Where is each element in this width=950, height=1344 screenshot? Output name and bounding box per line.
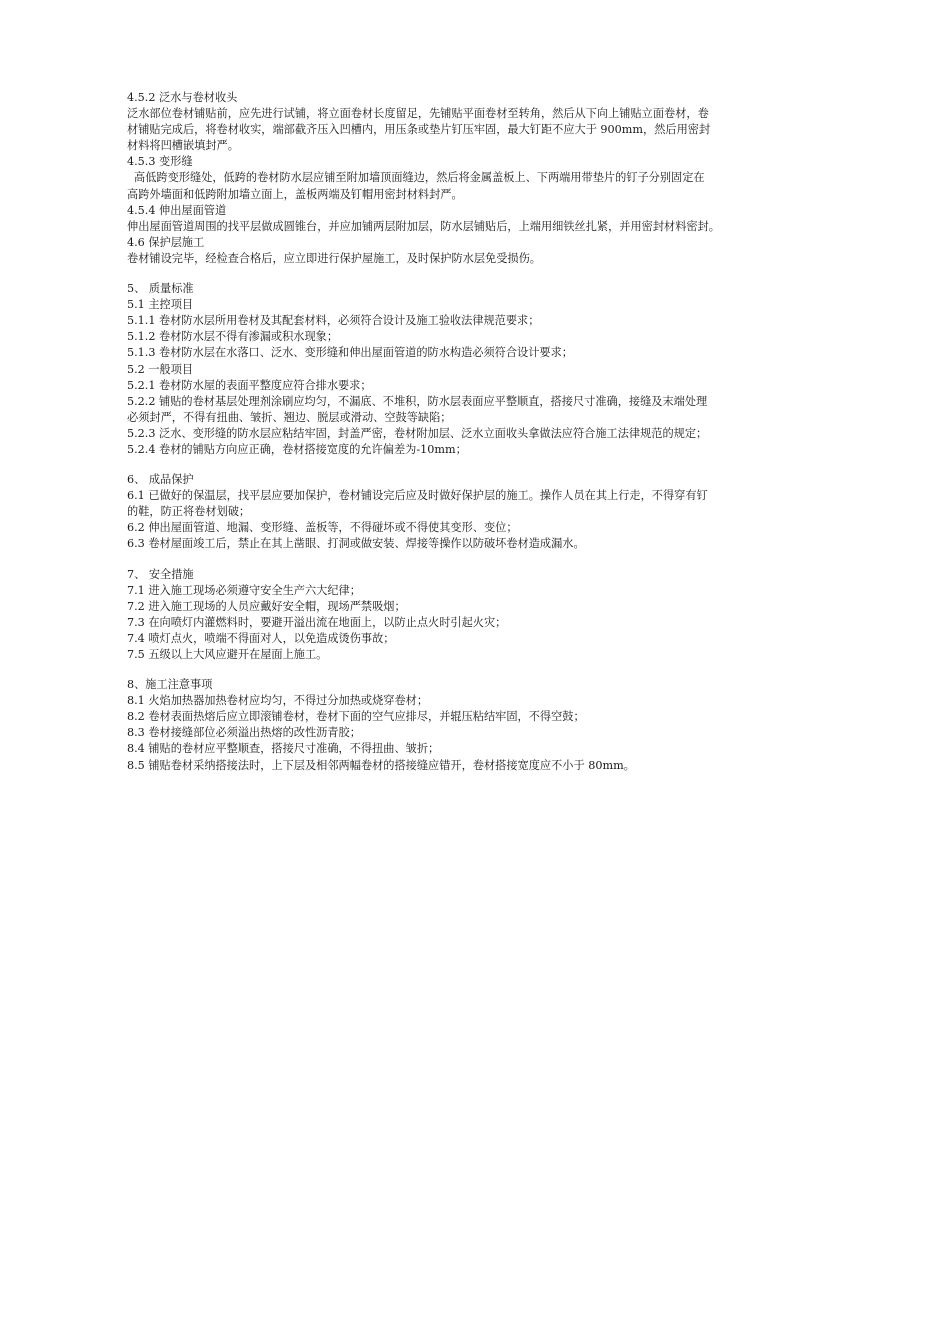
section-6-product-protection (127, 472, 847, 552)
list-item: 6.1 已做好的保温层，找平层应要加保护，卷材铺设完后应及时做好保护层的施工。操作人员在其上行走，不得穿有钉 (127, 489, 708, 503)
list-item: 5.1.2 卷材防水层不得有渗漏或积水现象； (127, 330, 339, 344)
section-heading: 4.5.3 变形缝 (127, 155, 193, 169)
list-item: 8.1 火焰加热器加热卷材应均匀，不得过分加热或烧穿卷材； (127, 694, 429, 708)
list-item: 6.3 卷材屋面竣工后，禁止在其上凿眼、打洞或做安装、焊接等操作以防破坏卷材造成漏水。 (127, 537, 585, 551)
section-4-5-4 (127, 203, 847, 235)
section-5-quality-standards (127, 281, 847, 458)
list-item: 7.3 在向喷灯内灌燃料时，要避开溢出流在地面上，以防止点火时引起火灾； (127, 615, 507, 629)
list-item: 8.3 卷材接缝部位必须溢出热熔的改性沥青胶； (127, 726, 361, 740)
section-heading: 4.5.4 伸出屋面管道 (127, 203, 227, 217)
list-item: 7.4 喷灯点火，喷端不得面对人，以免造成烫伤事故； (127, 631, 395, 645)
paragraph-line: 高跨外墙面和低跨附加墙立面上，盖板两端及钉帽用密封材料封严。 (127, 187, 463, 201)
list-item: 8.5 铺贴卷材采纳搭接法时，上下层及相邻两幅卷材的搭接缝应错开，卷材搭接宽度应不小于 80mm。 (127, 758, 635, 772)
section-heading: 4.6 保护层施工 (127, 235, 205, 249)
list-item: 5.1.1 卷材防水层所用卷材及其配套材料，必须符合设计及施工验收法律规范要求； (127, 314, 540, 328)
paragraph-line: 卷材铺设完毕，经检查合格后，应立即进行保护屋施工，及时保护防水层免受损伤。 (127, 251, 541, 265)
section-heading: 5、 质量标准 (127, 282, 194, 296)
section-heading: 4.5.2 泛水与卷材收头 (127, 91, 238, 104)
list-item: 5.2.4 卷材的铺贴方向应正确，卷材搭接宽度的允许偏差为-10mm； (127, 442, 467, 456)
list-item: 5.2 一般项目 (127, 362, 194, 376)
list-item: 5.2.2 铺贴的卷材基层处理剂涂刷应均匀，不漏底、不堆积，防水层表面应平整顺直，搭接尺寸准确，接缝及末端处理 (127, 394, 708, 408)
section-8-construction-notes (127, 677, 847, 774)
section-heading: 6、 成品保护 (127, 473, 194, 487)
list-item: 7.2 进入施工现场的人员应戴好安全帽，现场严禁吸烟； (127, 599, 406, 613)
section-4-5-3 (127, 154, 847, 202)
paragraph-line: 泛水部位卷材铺贴前，应先进行试铺，将立面卷材长度留足，先铺贴平面卷材至转角，然后从下向上铺贴立面卷材，卷 (127, 107, 709, 121)
section-gap (127, 458, 847, 472)
section-gap (127, 267, 847, 281)
list-item: 7.5 五级以上大风应避开在屋面上施工。 (127, 648, 328, 661)
list-item: 8.4 铺贴的卷材应平整顺查，搭接尺寸准确，不得扭曲、皱折； (127, 742, 440, 756)
list-item: 5.2.3 泛水、变形缝的防水层应粘结牢固，封盖严密，卷材附加层、泛水立面收头拿做法应符合施工法律规范的规定； (127, 426, 708, 440)
list-item: 8.2 卷材表面热熔后应立即滚铺卷材，卷材下面的空气应排尽，并辊压粘结牢固，不得空鼓； (127, 710, 585, 724)
paragraph-line: 伸出屋面管道周围的找平层做成圆锥台，并应加铺两层附加层，防水层铺贴后，上端用细铁丝扎紧，并用密封材料密封。 (127, 219, 720, 233)
list-item: 6.2 伸出屋面管道、地漏、变形缝、盖板等，不得碰坏或不得使其变形、变位； (127, 521, 518, 535)
section-4-6 (127, 235, 847, 267)
section-gap (127, 553, 847, 567)
list-item: 必须封严，不得有扭曲、皱折、翘边、脱层或滑动、空鼓等缺陷； (127, 410, 452, 424)
section-gap (127, 663, 847, 677)
list-item: 7.1 进入施工现场必须遵守安全生产六大纪律； (127, 583, 361, 597)
list-item: 5.1 主控项目 (127, 298, 194, 312)
section-heading: 8、施工注意事项 (127, 678, 213, 692)
section-heading: 7、 安全措施 (127, 567, 194, 581)
paragraph-line: 材料将凹槽嵌填封严。 (127, 139, 239, 153)
list-item: 5.2.1 卷材防水屋的表面平整度应符合排水要求； (127, 378, 372, 392)
paragraph-line: 高低跨变形缝处，低跨的卷材防水层应铺至附加墙顶面缝边，然后将金属盖板上、下两端用带垫片的钉子分别固定在 (134, 171, 705, 185)
section-7-safety-measures (127, 567, 847, 664)
list-item: 的鞋，防正将卷材划破； (127, 505, 251, 519)
document-page (127, 90, 847, 774)
paragraph-line: 材铺贴完成后，将卷材收实，端部截齐压入凹槽内，用压条或垫片钉压牢固，最大钉距不应大于 900mm，然后用密封 (127, 123, 711, 137)
section-4-5-2 (127, 90, 847, 154)
list-item: 5.1.3 卷材防水层在水落口、泛水、变形缝和伸出屋面管道的防水构造必须符合设计要求； (127, 346, 573, 360)
